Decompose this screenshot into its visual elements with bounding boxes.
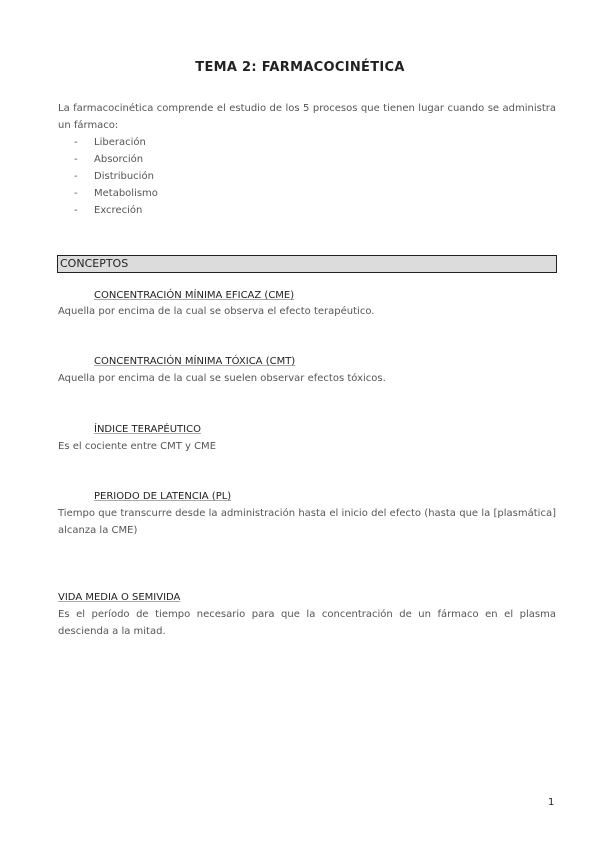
list-dash: - <box>74 171 78 182</box>
concept-text-cmt: Aquella por encima de la cual se suelen observar efectos tóxicos. <box>58 373 386 384</box>
list-item <box>74 185 158 202</box>
list-dash: - <box>74 188 78 199</box>
page-number: 1 <box>548 797 555 808</box>
list-item-label: Distribución <box>94 171 154 182</box>
list-item <box>74 134 158 151</box>
list-item <box>74 202 158 219</box>
concept-heading-cmt: CONCENTRACIÓN MÍNIMA TÓXICA (CMT) <box>94 356 296 367</box>
list-item-label: Liberación <box>94 137 146 148</box>
concept-heading-indice: ÍNDICE TERAPÉUTICO <box>94 424 201 435</box>
concept-text-indice: Es el cociente entre CMT y CME <box>58 441 217 452</box>
page-title: TEMA 2: FARMACOCINÉTICA <box>195 60 405 75</box>
list-item-label: Excreción <box>94 205 143 216</box>
list-item-label: Absorción <box>94 154 144 165</box>
concept-heading-cme: CONCENTRACIÓN MÍNIMA EFICAZ (CME) <box>94 290 295 301</box>
concept-heading-vida-media: VIDA MEDIA O SEMIVIDA <box>58 592 181 603</box>
concept-heading-latencia: PERIODO DE LATENCIA (PL) <box>94 491 232 502</box>
concept-text-cme: Aquella por encima de la cual se observa el efecto terapéutico. <box>58 306 375 317</box>
concept-text-latencia: Tiempo que transcurre desde la administración hasta el inicio del efecto (hasta que la [plasmática] alcanza la CME) <box>58 508 556 536</box>
process-list <box>74 134 158 219</box>
intro-paragraph: La farmacocinética comprende el estudio de los 5 procesos que tienen lugar cuando se administra un fármaco: <box>58 103 556 131</box>
concept-text-vida-media: Es el período de tiempo necesario para que la concentración de un fármaco en el plasma descienda a la mitad. <box>58 609 556 637</box>
list-dash: - <box>74 154 78 165</box>
list-item <box>74 168 158 185</box>
list-item <box>74 151 158 168</box>
list-item-label: Metabolismo <box>94 188 158 199</box>
list-dash: - <box>74 137 78 148</box>
list-dash: - <box>74 205 78 216</box>
section-header-conceptos: CONCEPTOS <box>57 255 557 273</box>
